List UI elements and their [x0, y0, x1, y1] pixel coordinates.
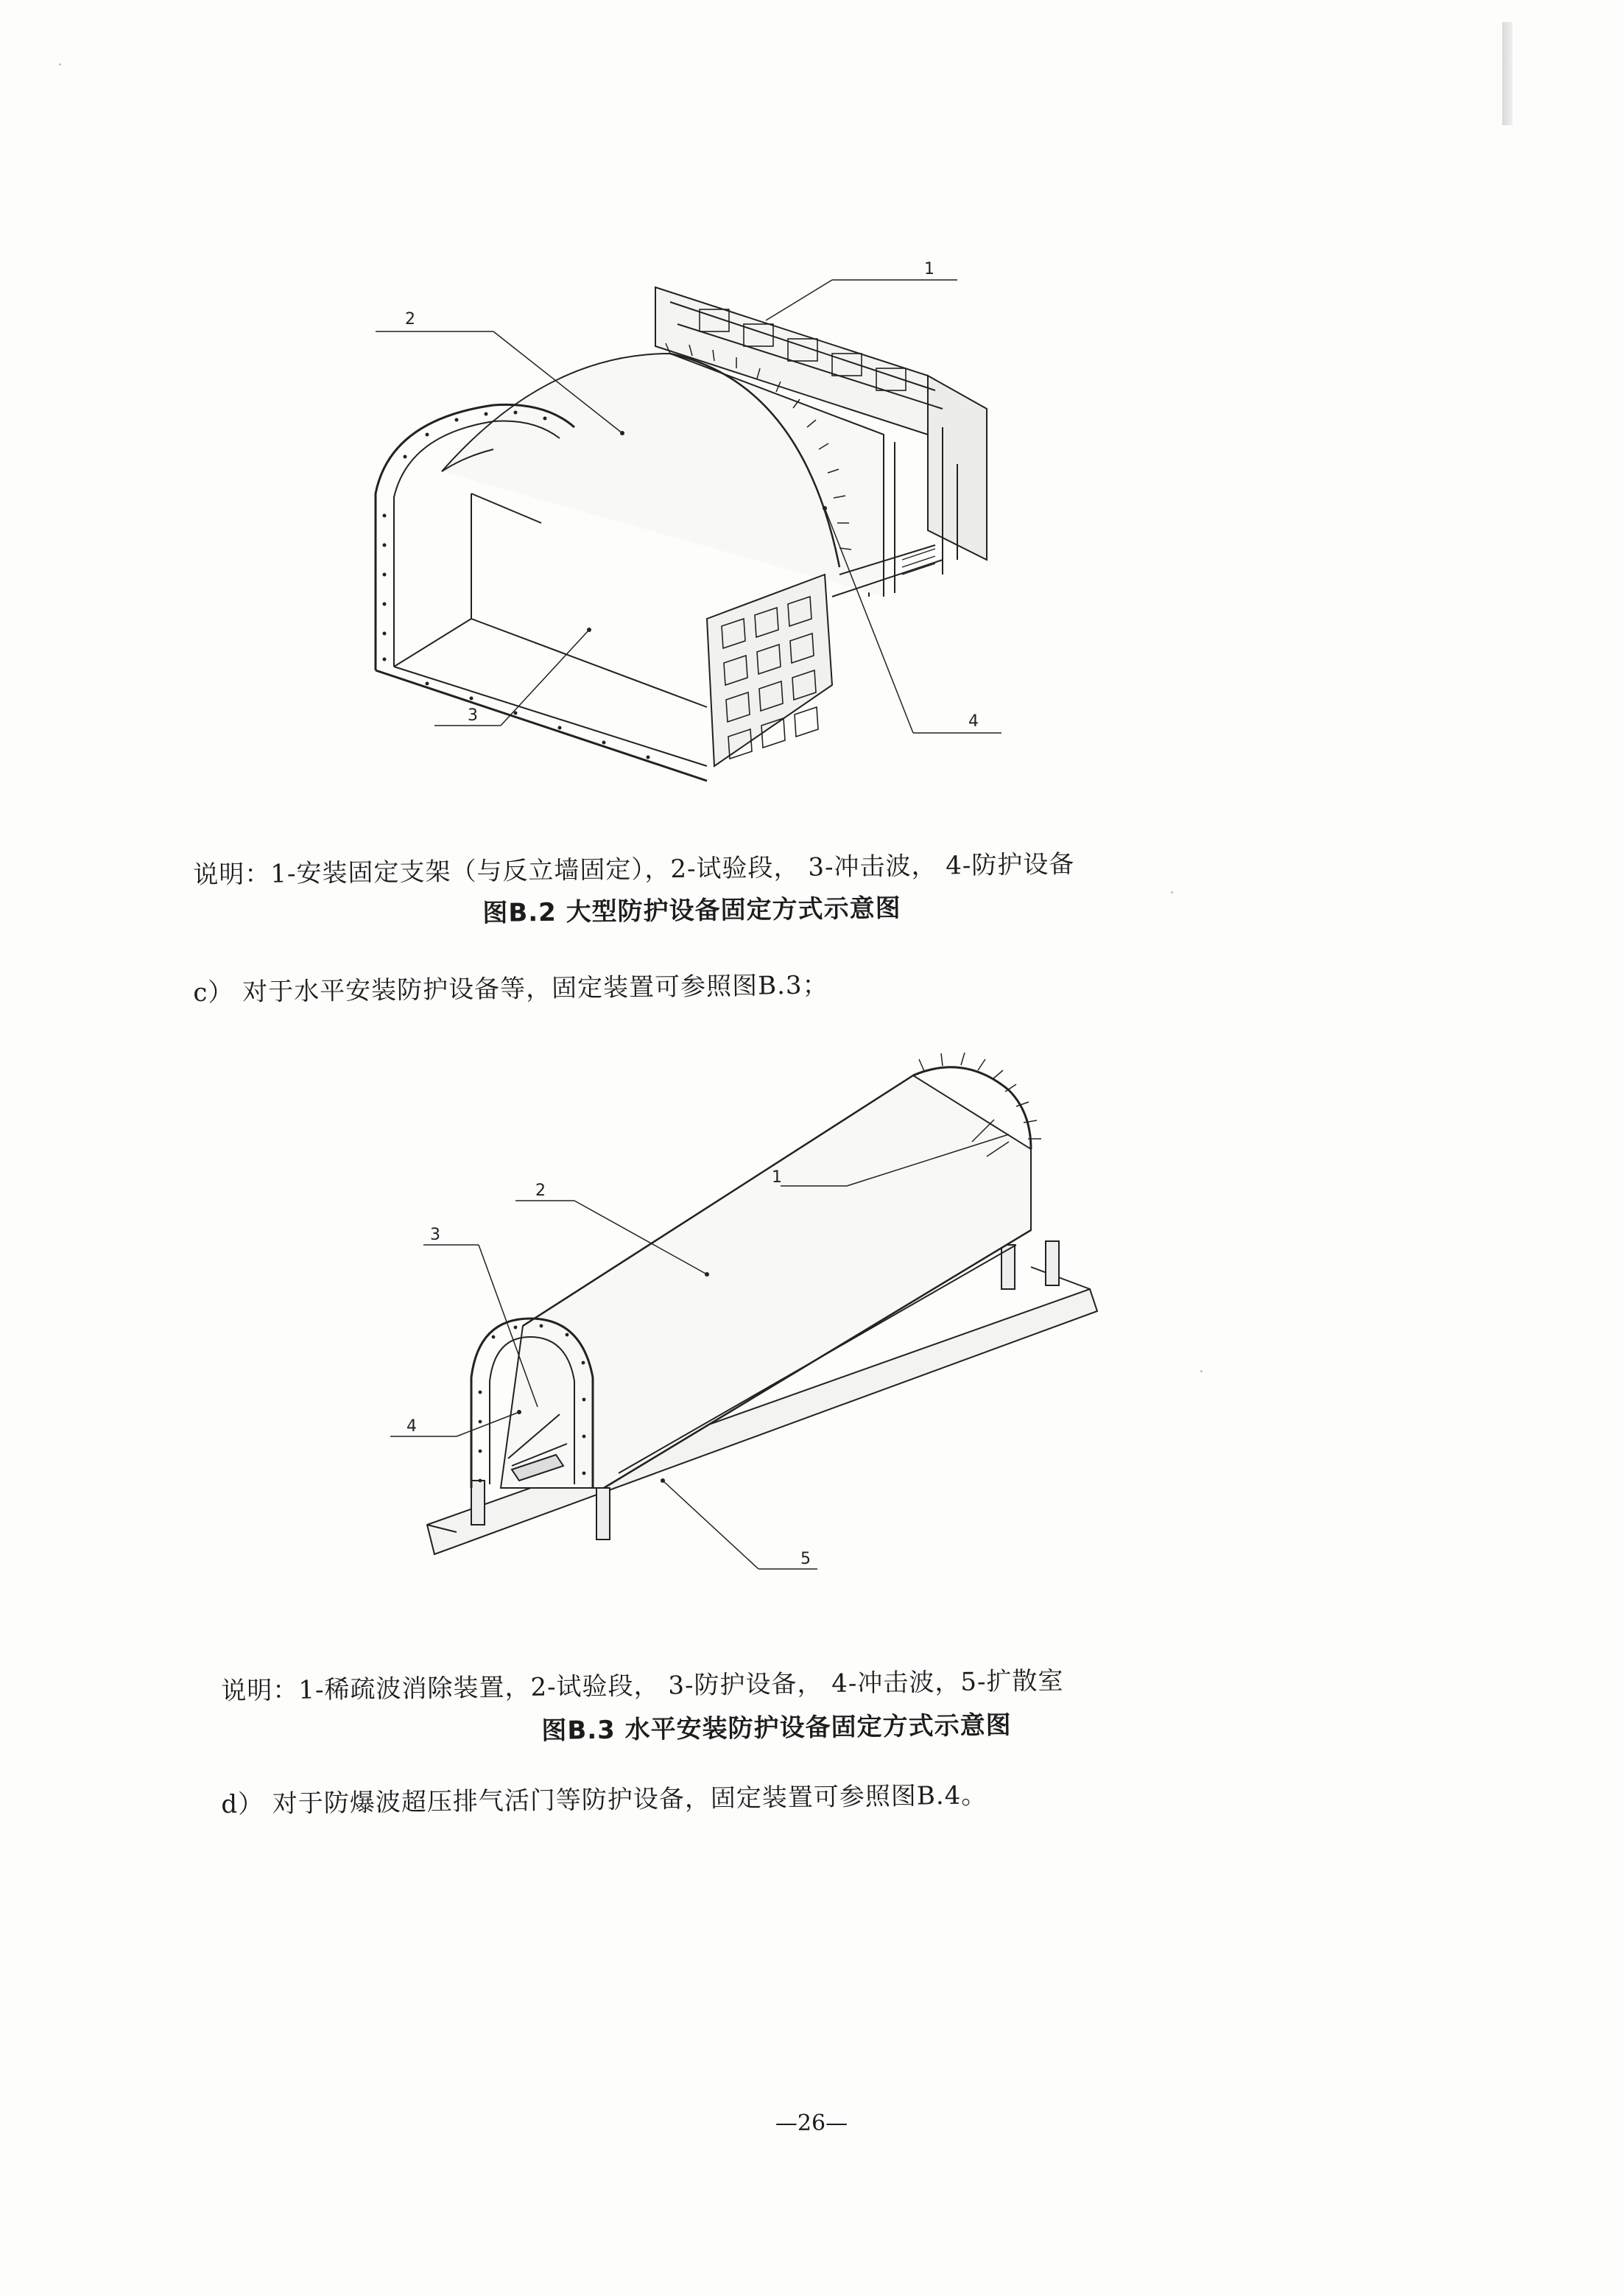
figure-b3-callout-2: 2 — [535, 1182, 546, 1200]
figure-b3-legend: 说明：1-稀疏波消除装置，2-试验段， 3-防护设备， 4-冲击波，5-扩散室 — [221, 1666, 1064, 1706]
figure-b3-caption: 图B.3 水平安装防护设备固定方式示意图 — [541, 1710, 1012, 1746]
item-d-text: d） 对于防爆波超压排气活门等防护设备，固定装置可参照图B.4。 — [221, 1780, 987, 1819]
figure-b3-callout-4: 4 — [406, 1417, 417, 1436]
figure-b2-callout-4: 4 — [968, 712, 979, 731]
figure-b3-callout-5: 5 — [800, 1550, 811, 1568]
scan-speck — [59, 63, 61, 66]
scan-speck — [1171, 891, 1173, 894]
figure-b2-callout-3: 3 — [468, 706, 478, 725]
figure-b3-callout-3: 3 — [430, 1226, 440, 1244]
figure-b2-callout-2: 2 — [405, 310, 415, 329]
item-c-text: c） 对于水平安装防护设备等，固定装置可参照图B.3； — [193, 970, 828, 1008]
figure-b2-caption: 图B.2 大型防护设备固定方式示意图 — [482, 894, 901, 928]
figure-b3-callout-1: 1 — [772, 1168, 782, 1187]
page-number: —26— — [775, 2110, 848, 2136]
scan-edge-shadow — [1502, 22, 1513, 125]
figure-b2-drawing — [353, 250, 1031, 796]
figure-b3-drawing — [383, 1046, 1119, 1606]
figure-b2-legend: 说明：1-安装固定支架（与反立墙固定），2-试验段， 3-冲击波， 4-防护设备 — [193, 849, 1075, 890]
figure-b2-callout-1: 1 — [924, 260, 934, 278]
scan-speck — [1200, 1370, 1203, 1372]
